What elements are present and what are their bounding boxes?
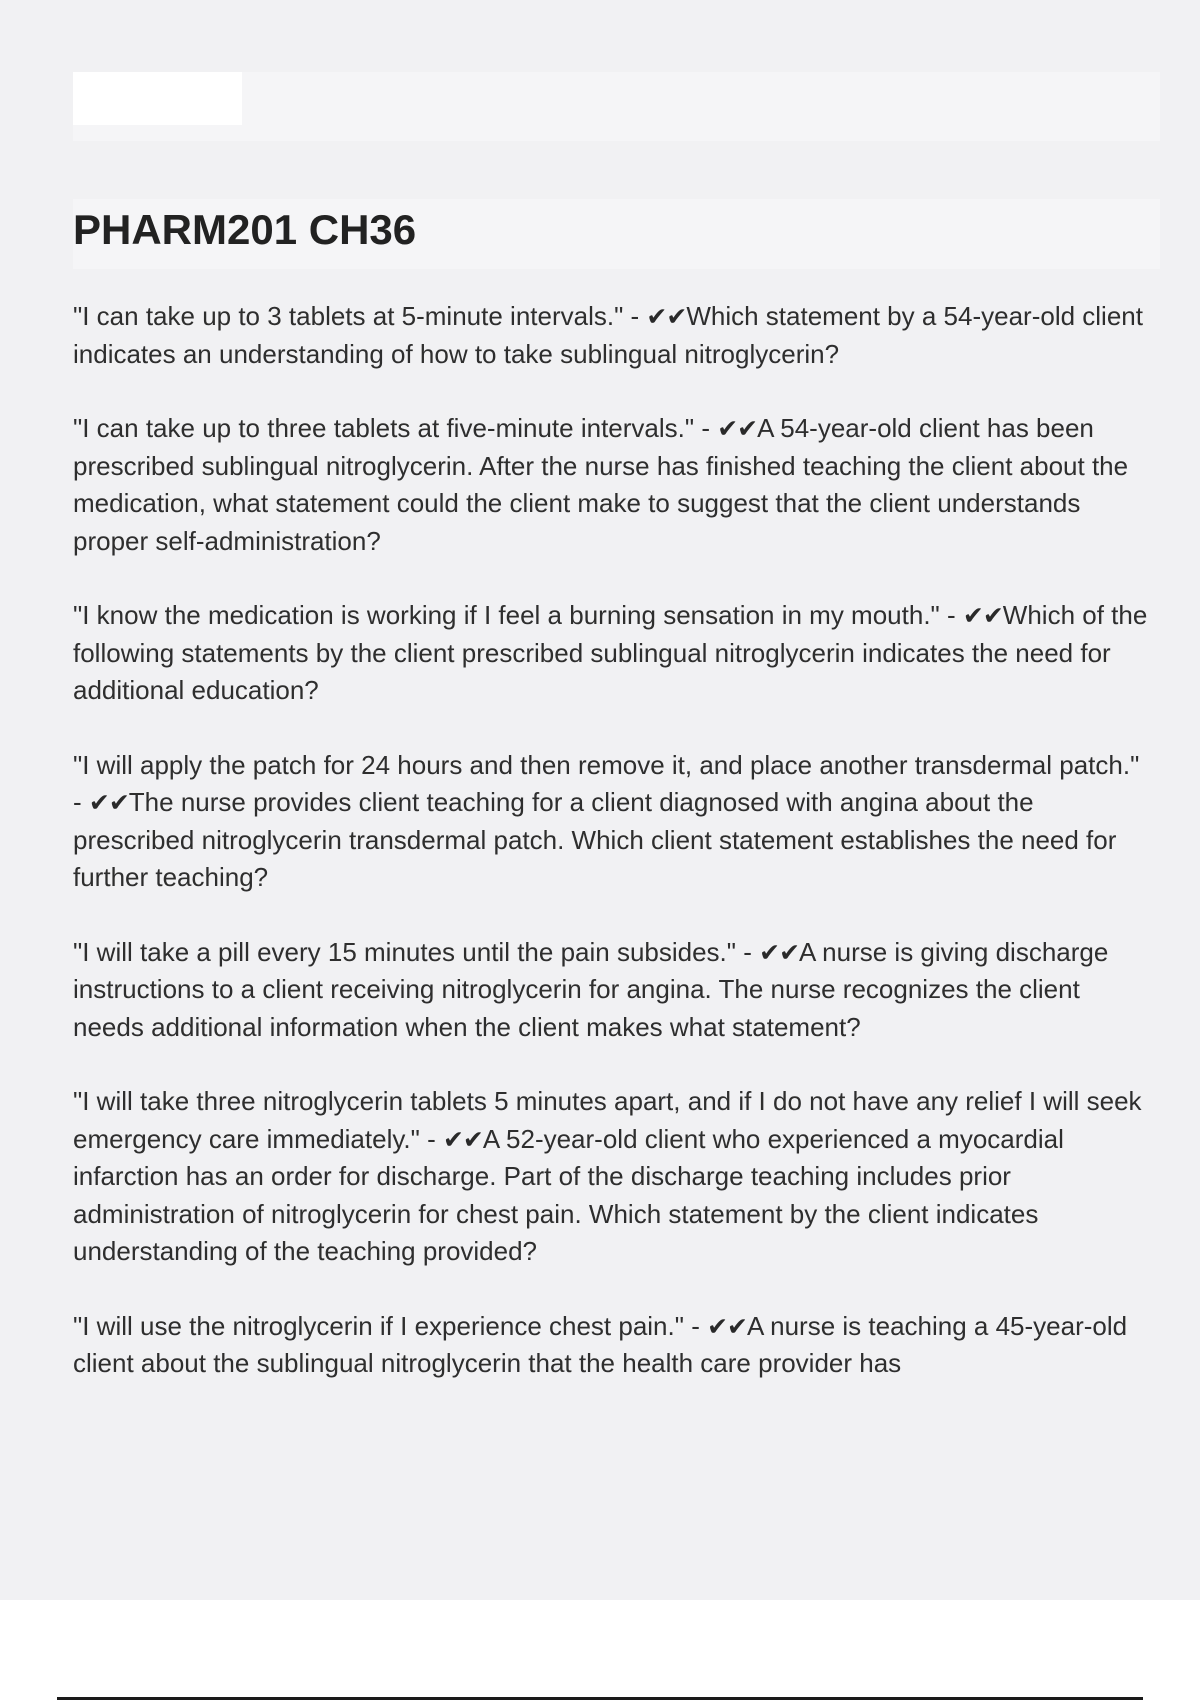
qa-answer: "I will take a pill every 15 minutes until the pain subsides." [73, 936, 737, 967]
header-logo-placeholder [73, 72, 242, 125]
qa-item [73, 934, 1148, 1047]
qa-separator: - [623, 301, 647, 331]
qa-question: A nurse is giving discharge instructions to a client receiving nitroglycerin for angina. The nurse recognizes the client needs additional information when the client makes what statement? [73, 936, 1109, 1042]
qa-item [73, 1308, 1148, 1383]
double-check-icon: ✔✔ [442, 1124, 483, 1154]
qa-answer: "I will apply the patch for 24 hours and then remove it, and place another transdermal patch." [73, 749, 1140, 780]
qa-answer: "I will use the nitroglycerin if I experience chest pain." [73, 1310, 684, 1341]
qa-item [73, 597, 1148, 710]
qa-question: Which of the following statements by the client prescribed sublingual nitroglycerin indicates the need for additional education? [73, 600, 1148, 705]
qa-question: A 52-year-old client who experienced a myocardial infarction has an order for discharge. Part of the discharge teaching includes prior administration of nitroglycerin for chest pain. Which statement by the client indicates understanding of the teaching provided? [73, 1123, 1064, 1266]
qa-item [73, 298, 1148, 373]
double-check-icon: ✔✔ [962, 601, 1003, 630]
qa-list [73, 298, 1148, 1420]
qa-item [73, 1083, 1148, 1271]
qa-question: A 54-year-old client has been prescribed sublingual nitroglycerin. After the nurse has finished teaching the client about the medication, what statement could the client make to suggest that the client understands proper self-administration? [73, 413, 1129, 556]
qa-question: The nurse provides client teaching for a client diagnosed with angina about the prescribed nitroglycerin transdermal patch. Which client statement establishes the need for further teaching? [73, 787, 1117, 892]
qa-separator: - [694, 413, 718, 443]
qa-item [73, 410, 1148, 560]
qa-separator: - [419, 1123, 443, 1154]
double-check-icon: ✔✔ [707, 1311, 747, 1341]
qa-answer: "I can take up to three tablets at five-minute intervals." [73, 413, 695, 443]
qa-answer: "I can take up to 3 tablets at 5-minute intervals." [73, 301, 624, 331]
document-title: PHARM201 CH36 [73, 206, 417, 253]
qa-item [73, 747, 1148, 897]
qa-separator: - [73, 787, 89, 817]
qa-separator: - [939, 600, 963, 630]
qa-question: Which statement by a 54-year-old client indicates an understanding of how to take sublingual nitroglycerin? [73, 301, 1143, 369]
qa-answer: "I will take three nitroglycerin tablets 5 minutes apart, and if I do not have any relief I will seek emergency care immediately." [73, 1086, 1142, 1154]
double-check-icon: ✔✔ [646, 302, 687, 331]
qa-separator: - [683, 1310, 708, 1341]
qa-question: A nurse is teaching a 45-year-old client about the sublingual nitroglycerin that the health care provider has [73, 1310, 1128, 1378]
qa-answer: "I know the medication is working if I feel a burning sensation in my mouth." [73, 600, 940, 630]
qa-separator: - [736, 936, 760, 967]
double-check-icon: ✔✔ [717, 414, 758, 443]
double-check-icon: ✔✔ [759, 937, 800, 967]
double-check-icon: ✔✔ [88, 788, 129, 817]
